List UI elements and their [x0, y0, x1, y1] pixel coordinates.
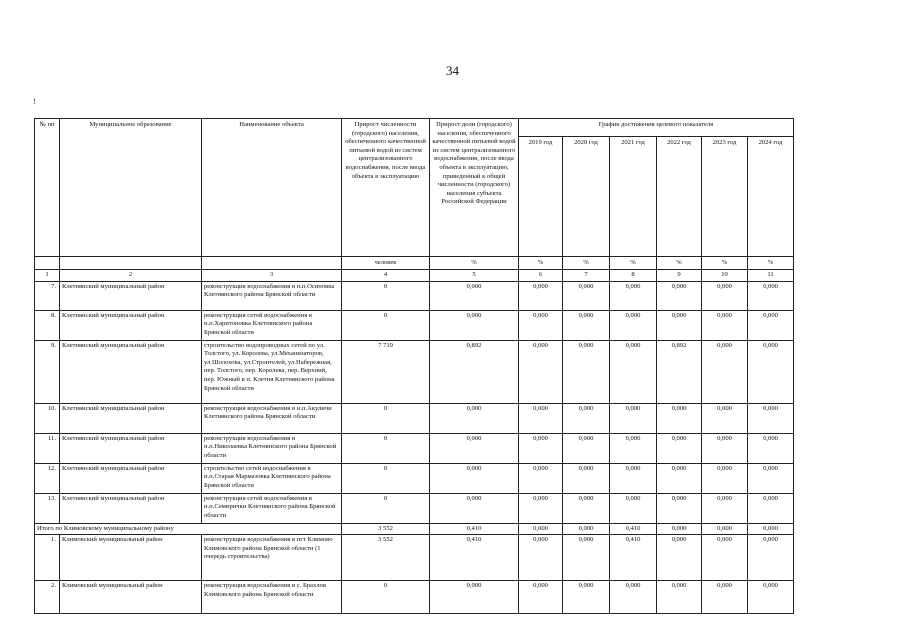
year-value-cell: 0,000 [702, 493, 748, 523]
year-value-cell: 0,410 [610, 535, 657, 581]
year-value-cell: 0,000 [748, 581, 794, 614]
share-cell: 0,000 [430, 433, 519, 463]
total-row [35, 523, 794, 535]
table-row [35, 463, 794, 493]
year-value-cell: 0,000 [563, 433, 610, 463]
year-value-cell: 0,000 [519, 535, 563, 581]
year-value-cell: 0,000 [748, 493, 794, 523]
header-year: 2024 год [748, 137, 794, 257]
municipality-cell: Климовский муниципальный район [60, 535, 202, 581]
year-value-cell: 0,000 [563, 581, 610, 614]
share-cell: 0,000 [430, 281, 519, 310]
share-cell: 0,000 [430, 493, 519, 523]
unit-cell: % [430, 257, 519, 270]
municipality-cell: Клетнянский муниципальный район [60, 340, 202, 403]
column-number: 8 [610, 270, 657, 282]
year-value-cell: 0,000 [519, 493, 563, 523]
table-body [35, 535, 794, 614]
share-cell: 0,000 [430, 310, 519, 340]
row-number: 13. [35, 493, 60, 523]
share-cell: 0,892 [430, 340, 519, 403]
year-value-cell: 0,000 [563, 463, 610, 493]
column-number: 1 [35, 270, 60, 282]
total-year-value: 0,000 [657, 523, 702, 535]
object-cell: реконструкция водоснабжения в н.п.Акуличи Клетнянского района Брянской области [202, 403, 342, 433]
year-value-cell: 0,000 [657, 310, 702, 340]
unit-cell: % [519, 257, 563, 270]
object-cell: реконструкция водоснабжения в н.п.Осиновка Клетнянского района Брянской области [202, 281, 342, 310]
year-value-cell: 0,000 [519, 281, 563, 310]
total-share: 0,410 [430, 523, 519, 535]
table-row [35, 310, 794, 340]
population-cell: 3 552 [342, 535, 430, 581]
year-value-cell: 0,000 [610, 403, 657, 433]
year-value-cell: 0,000 [702, 463, 748, 493]
object-cell: реконструкция водоснабжения в с. Брахлов Климовского района Брянской области [202, 581, 342, 614]
total-year-value: 0,000 [563, 523, 610, 535]
year-value-cell: 0,000 [657, 281, 702, 310]
object-cell: строительство водопроводных сетей по ул. Толстого, ул. Королева, ул.Механизаторов, ул.Шолохова, ул.Строителей, ул.Набережная, пер. Толстого, пер. Королева, пер. Верхний, пер. Южный в п. Клетня Клетнянского района Брянской области [202, 340, 342, 403]
table-row [35, 433, 794, 463]
header-year: 2022 год [657, 137, 702, 257]
header-object: Наименование объекта [202, 119, 342, 257]
population-cell: 0 [342, 463, 430, 493]
year-value-cell: 0,000 [519, 463, 563, 493]
year-value-cell: 0,000 [610, 493, 657, 523]
table-row [35, 581, 794, 614]
population-cell: 0 [342, 493, 430, 523]
year-value-cell: 0,000 [748, 403, 794, 433]
row-number: 7. [35, 281, 60, 310]
year-value-cell: 0,000 [610, 310, 657, 340]
column-number: 5 [430, 270, 519, 282]
share-cell: 0,000 [430, 403, 519, 433]
total-year-value: 0,000 [519, 523, 563, 535]
year-value-cell: 0,000 [519, 581, 563, 614]
table-row [35, 340, 794, 403]
year-value-cell: 0,000 [657, 433, 702, 463]
year-value-cell: 0,000 [748, 281, 794, 310]
year-value-cell: 0,000 [610, 340, 657, 403]
municipality-cell: Клетнянский муниципальный район [60, 493, 202, 523]
column-number: 3 [202, 270, 342, 282]
column-number: 6 [519, 270, 563, 282]
year-value-cell: 0,000 [610, 281, 657, 310]
municipality-cell: Клетнянский муниципальный район [60, 281, 202, 310]
year-value-cell: 0,000 [657, 493, 702, 523]
margin-mark: ! [33, 97, 36, 106]
column-number: 10 [702, 270, 748, 282]
row-number: 1. [35, 535, 60, 581]
year-value-cell: 0,000 [702, 340, 748, 403]
header-year: 2020 год [563, 137, 610, 257]
row-number: 10. [35, 403, 60, 433]
row-number: 9. [35, 340, 60, 403]
row-number: 8. [35, 310, 60, 340]
year-value-cell: 0,892 [657, 340, 702, 403]
total-year-value: 0,000 [702, 523, 748, 535]
total-year-value: 0,410 [610, 523, 657, 535]
page-number: 34 [446, 63, 459, 78]
object-cell: реконструкция водоснабжения в пгт Климово Климовского района Брянской области (1 очередь строительства) [202, 535, 342, 581]
year-value-cell: 0,000 [657, 463, 702, 493]
table-row [35, 281, 794, 310]
year-value-cell: 0,000 [748, 310, 794, 340]
unit-cell: % [657, 257, 702, 270]
object-cell: строительство сетей водоснабжения в н.п.Старая Мармазовка Клетнянского района Брянской области [202, 463, 342, 493]
table-row [35, 403, 794, 433]
header-year: 2023 год [702, 137, 748, 257]
total-population: 3 552 [342, 523, 430, 535]
column-number-row [35, 270, 794, 282]
municipality-cell: Клетнянский муниципальный район [60, 310, 202, 340]
year-value-cell: 0,000 [610, 463, 657, 493]
population-cell: 0 [342, 310, 430, 340]
year-value-cell: 0,000 [563, 340, 610, 403]
unit-cell: человек [342, 257, 430, 270]
year-value-cell: 0,000 [657, 403, 702, 433]
header-population-growth: Прирост численности (городского) населения, обеспеченного качественной питьевой водой из систем централизованного водоснабжения, после ввода объекта в эксплуатацию [342, 119, 430, 257]
population-cell: 0 [342, 403, 430, 433]
year-value-cell: 0,000 [563, 535, 610, 581]
header-share-growth: Прирост доли (городского) населения, обеспеченного качественной питьевой водой из систем централизованного водоснабжения, после ввода объекта в эксплуатацию, приведенный к общей численности (городского) населения субъекта Российской Федерации [430, 119, 519, 257]
share-cell: 0,000 [430, 463, 519, 493]
share-cell: 0,000 [430, 581, 519, 614]
units-row [35, 257, 794, 270]
table-row [35, 535, 794, 581]
header-schedule: График достижения целевого показателя [519, 119, 794, 137]
row-number: 2. [35, 581, 60, 614]
total-label: Итого по Климовскому муниципальному району [35, 523, 342, 535]
header-municipality: Муниципальное образование [60, 119, 202, 257]
header-no: № пп [35, 119, 60, 257]
object-cell: реконструкция водоснабжения в н.п.Николаевка Клетнянского района Брянской области [202, 433, 342, 463]
header-row [35, 119, 794, 137]
year-value-cell: 0,000 [702, 433, 748, 463]
population-cell: 0 [342, 433, 430, 463]
year-value-cell: 0,000 [702, 581, 748, 614]
object-cell: реконструкция сетей водоснабжения в н.п.Семирички Клетнянского района Брянской области [202, 493, 342, 523]
year-value-cell: 0,000 [563, 493, 610, 523]
year-value-cell: 0,000 [702, 535, 748, 581]
year-value-cell: 0,000 [563, 281, 610, 310]
share-cell: 0,410 [430, 535, 519, 581]
municipality-cell: Клетнянский муниципальный район [60, 433, 202, 463]
municipality-cell: Климовский муниципальный район [60, 581, 202, 614]
year-value-cell: 0,000 [563, 310, 610, 340]
header-year: 2019 год [519, 137, 563, 257]
unit-cell: % [563, 257, 610, 270]
column-number: 11 [748, 270, 794, 282]
year-value-cell: 0,000 [748, 535, 794, 581]
municipality-cell: Клетнянский муниципальный район [60, 463, 202, 493]
year-value-cell: 0,000 [563, 403, 610, 433]
year-value-cell: 0,000 [702, 403, 748, 433]
column-number: 2 [60, 270, 202, 282]
year-value-cell: 0,000 [748, 463, 794, 493]
year-value-cell: 0,000 [657, 535, 702, 581]
year-value-cell: 0,000 [519, 310, 563, 340]
header-year: 2021 год [610, 137, 657, 257]
year-value-cell: 0,000 [610, 581, 657, 614]
year-value-cell: 0,000 [657, 581, 702, 614]
total-year-value: 0,000 [748, 523, 794, 535]
municipality-cell: Клетнянский муниципальный район [60, 403, 202, 433]
table-row [35, 493, 794, 523]
population-cell: 0 [342, 281, 430, 310]
object-cell: реконструкция сетей водоснабжения в н.п.Харитоновка Клетнянского района Брянской области [202, 310, 342, 340]
column-number: 9 [657, 270, 702, 282]
row-number: 11. [35, 433, 60, 463]
unit-cell: % [702, 257, 748, 270]
year-value-cell: 0,000 [702, 310, 748, 340]
year-value-cell: 0,000 [610, 433, 657, 463]
year-value-cell: 0,000 [519, 433, 563, 463]
unit-cell: % [748, 257, 794, 270]
year-value-cell: 0,000 [519, 340, 563, 403]
year-value-cell: 0,000 [702, 281, 748, 310]
population-cell: 0 [342, 581, 430, 614]
column-number: 4 [342, 270, 430, 282]
column-number: 7 [563, 270, 610, 282]
table-body [35, 281, 794, 523]
row-number: 12. [35, 463, 60, 493]
year-value-cell: 0,000 [748, 340, 794, 403]
population-cell: 7 719 [342, 340, 430, 403]
year-value-cell: 0,000 [519, 403, 563, 433]
unit-cell: % [610, 257, 657, 270]
year-value-cell: 0,000 [748, 433, 794, 463]
target-indicator-table [34, 118, 794, 614]
